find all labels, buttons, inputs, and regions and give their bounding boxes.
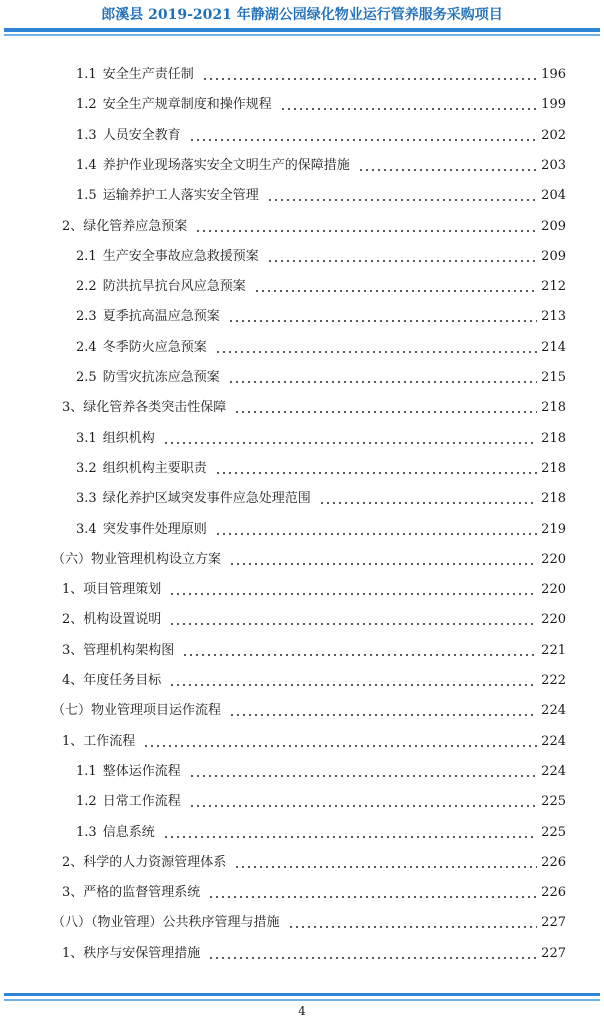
toc-entry-page: 199 — [541, 97, 566, 112]
toc-entry-page: 222 — [541, 673, 566, 688]
dot-leader — [163, 825, 537, 839]
toc-entry-title: 绿化管养应急预案 — [83, 219, 188, 234]
dot-leader — [189, 128, 537, 142]
toc-entry[interactable] — [62, 638, 566, 660]
toc-entry-number: 1.4 — [76, 158, 97, 173]
toc-entry[interactable] — [76, 517, 566, 539]
dot-leader — [234, 855, 537, 869]
toc-entry-number: 3.1 — [76, 431, 97, 446]
toc-entry-page: 227 — [541, 915, 566, 930]
toc-entry-title: 安全生产责任制 — [102, 67, 194, 82]
dot-leader — [267, 188, 537, 202]
toc-entry-number: 2、 — [62, 612, 84, 627]
toc-entry-title: 夏季抗高温应急预案 — [102, 309, 220, 324]
toc-entry-number: 4、 — [62, 673, 84, 688]
dot-leader — [288, 915, 538, 929]
toc-entry-page: 220 — [541, 612, 566, 627]
toc-entry-page: 215 — [541, 370, 566, 385]
dot-leader — [254, 279, 537, 293]
toc-entry[interactable] — [62, 880, 566, 902]
toc-entry-title: 养护作业现场落实安全文明生产的保障措施 — [102, 158, 350, 173]
dot-leader — [228, 309, 537, 323]
dot-leader — [208, 946, 537, 960]
toc-entry[interactable] — [62, 729, 566, 751]
toc-entry-number: 1.1 — [76, 67, 97, 82]
toc-entry-number: （七） — [52, 703, 92, 718]
toc-entry-page: 212 — [541, 279, 566, 294]
toc-entry-page: 218 — [541, 400, 566, 415]
toc-entry-page: 224 — [541, 734, 566, 749]
header-rule — [4, 28, 600, 32]
toc-entry-number: 1、 — [62, 582, 84, 597]
toc-entry-page: 226 — [541, 855, 566, 870]
toc-entry-title: 日常工作流程 — [102, 794, 181, 809]
toc-entry-title: 项目管理策划 — [83, 582, 162, 597]
toc-entry-title: 生产安全事故应急救援预案 — [102, 249, 259, 264]
toc-entry-page: 218 — [541, 491, 566, 506]
toc-entry-page: 214 — [541, 340, 566, 355]
dot-leader — [189, 794, 537, 808]
toc-entry-page: 225 — [541, 794, 566, 809]
dot-leader — [229, 552, 537, 566]
toc-entry-title: 绿化养护区域突发事件应急处理范围 — [102, 491, 311, 506]
toc-entry-number: （六） — [52, 552, 92, 567]
toc-entry[interactable] — [76, 335, 566, 357]
toc-entry-number: 2.3 — [76, 309, 97, 324]
toc-entry-title: 防洪抗旱抗台风应急预案 — [102, 279, 246, 294]
toc-entry-title: 安全生产规章制度和操作规程 — [102, 97, 272, 112]
toc-entry-title: 整体运作流程 — [102, 764, 181, 779]
dot-leader — [215, 461, 537, 475]
toc-entry-number: 1.3 — [76, 128, 97, 143]
toc-entry[interactable] — [52, 698, 566, 720]
toc-entry-page: 218 — [541, 461, 566, 476]
toc-entry-number: 3.3 — [76, 491, 97, 506]
toc-entry[interactable] — [76, 92, 566, 114]
toc-entry-title: 严格的监督管理系统 — [83, 885, 201, 900]
toc-entry-title: 工作流程 — [83, 734, 136, 749]
toc-entry-page: 213 — [541, 309, 566, 324]
toc-entry-page: 220 — [541, 552, 566, 567]
toc-entry-page: 203 — [541, 158, 566, 173]
toc-entry[interactable] — [62, 941, 566, 963]
toc-entry[interactable] — [76, 153, 566, 175]
dot-leader — [143, 734, 537, 748]
toc-entry[interactable] — [76, 789, 566, 811]
toc-entry-page: 220 — [541, 582, 566, 597]
toc-entry-number: 2.4 — [76, 340, 97, 355]
toc-entry[interactable] — [76, 486, 566, 508]
dot-leader — [182, 643, 537, 657]
toc-entry-title: 人员安全教育 — [102, 128, 181, 143]
toc-entry[interactable] — [76, 426, 566, 448]
footer-rule — [4, 993, 600, 996]
toc-entry[interactable] — [76, 365, 566, 387]
toc-entry-page: 209 — [541, 219, 566, 234]
toc-entry-title: 机构设置说明 — [83, 612, 162, 627]
toc-entry-page: 221 — [541, 643, 566, 658]
dot-leader — [202, 67, 537, 81]
dot-leader — [280, 97, 537, 111]
toc-entry-number: 2.5 — [76, 370, 97, 385]
header-rule-thin — [4, 34, 600, 36]
toc-entry[interactable] — [76, 456, 566, 478]
toc-entry[interactable] — [76, 274, 566, 296]
toc-entry-page: 218 — [541, 431, 566, 446]
toc-entry-number: 3、 — [62, 643, 84, 658]
dot-leader — [319, 491, 537, 505]
toc-entry-title: 组织机构主要职责 — [102, 461, 207, 476]
toc-entry[interactable] — [76, 123, 566, 145]
toc-entry-page: 224 — [541, 703, 566, 718]
toc-entry-number: 1.3 — [76, 825, 97, 840]
footer-rule-thin — [4, 999, 600, 1001]
toc-entry-page: 196 — [541, 67, 566, 82]
dot-leader — [234, 400, 537, 414]
dot-leader — [358, 158, 537, 172]
toc-entry-page: 204 — [541, 188, 566, 203]
toc-entry-number: 1、 — [62, 734, 84, 749]
toc-entry-number: 3.2 — [76, 461, 97, 476]
toc-entry-page: 227 — [541, 946, 566, 961]
dot-leader — [163, 431, 537, 445]
toc-entry-title: 突发事件处理原则 — [102, 522, 207, 537]
dot-leader — [267, 249, 537, 263]
toc-entry-title: 组织机构 — [102, 431, 155, 446]
toc-entry-number: 3、 — [62, 885, 84, 900]
toc-entry-title: 物业管理项目运作流程 — [91, 703, 222, 718]
toc-entry[interactable] — [62, 607, 566, 629]
dot-leader — [228, 370, 537, 384]
toc-entry-number: 1、 — [62, 946, 84, 961]
toc-entry-title: 管理机构架构图 — [83, 643, 175, 658]
toc-entry-title: 科学的人力资源管理体系 — [83, 855, 227, 870]
toc-entry-page: 226 — [541, 885, 566, 900]
toc-entry[interactable] — [76, 183, 566, 205]
page-number: 4 — [298, 1004, 306, 1018]
toc-entry[interactable] — [76, 759, 566, 781]
toc-entry-page: 219 — [541, 522, 566, 537]
dot-leader — [229, 703, 537, 717]
toc-entry-page: 209 — [541, 249, 566, 264]
toc-entry-number: 1.2 — [76, 97, 97, 112]
toc-entry-title: 物业管理机构设立方案 — [91, 552, 222, 567]
toc-entry-page: 224 — [541, 764, 566, 779]
toc-entry-title: 年度任务目标 — [83, 673, 162, 688]
toc-entry-number: 1.5 — [76, 188, 97, 203]
toc-entry-number: 2.2 — [76, 279, 97, 294]
dot-leader — [169, 673, 537, 687]
toc-entry[interactable] — [62, 668, 566, 690]
toc-entry-number: 2.1 — [76, 249, 97, 264]
toc-entry-title: 冬季防火应急预案 — [102, 340, 207, 355]
toc-entry-page: 202 — [541, 128, 566, 143]
toc-entry-title: 运输养护工人落实安全管理 — [102, 188, 259, 203]
toc-entry-number: 3、 — [62, 400, 84, 415]
toc-entry-number: 2、 — [62, 219, 84, 234]
toc-entry[interactable] — [76, 244, 566, 266]
toc-entry-number: 2、 — [62, 855, 84, 870]
dot-leader — [189, 764, 537, 778]
dot-leader — [215, 522, 537, 536]
toc-entry[interactable] — [52, 547, 566, 569]
toc-entry[interactable] — [62, 850, 566, 872]
toc-entry[interactable] — [52, 910, 566, 932]
toc-entry[interactable] — [76, 62, 566, 84]
dot-leader — [169, 612, 537, 626]
toc-entry[interactable] — [62, 214, 566, 236]
toc-entry-title: 防雪灾抗冻应急预案 — [102, 370, 220, 385]
toc-entry[interactable] — [62, 395, 566, 417]
toc-entry[interactable] — [76, 304, 566, 326]
dot-leader — [208, 885, 537, 899]
toc-entry-title: 绿化管养各类突击性保障 — [83, 400, 227, 415]
dot-leader — [195, 219, 537, 233]
toc-entry-number: （八） — [52, 915, 92, 930]
toc-entry-title: 信息系统 — [102, 825, 155, 840]
toc-entry[interactable] — [76, 820, 566, 842]
toc-entry-number: 1.1 — [76, 764, 97, 779]
toc-entry-page: 225 — [541, 825, 566, 840]
document-title: 郎溪县 2019-2021 年静湖公园绿化物业运行管养服务采购项目 — [101, 7, 503, 23]
toc-entry-number: 3.4 — [76, 522, 97, 537]
dot-leader — [215, 340, 537, 354]
dot-leader — [169, 582, 537, 596]
toc-entry[interactable] — [62, 577, 566, 599]
toc-entry-number: 1.2 — [76, 794, 97, 809]
toc-entry-title: （物业管理）公共秩序管理与措施 — [91, 915, 280, 930]
toc-entry-title: 秩序与安保管理措施 — [83, 946, 201, 961]
